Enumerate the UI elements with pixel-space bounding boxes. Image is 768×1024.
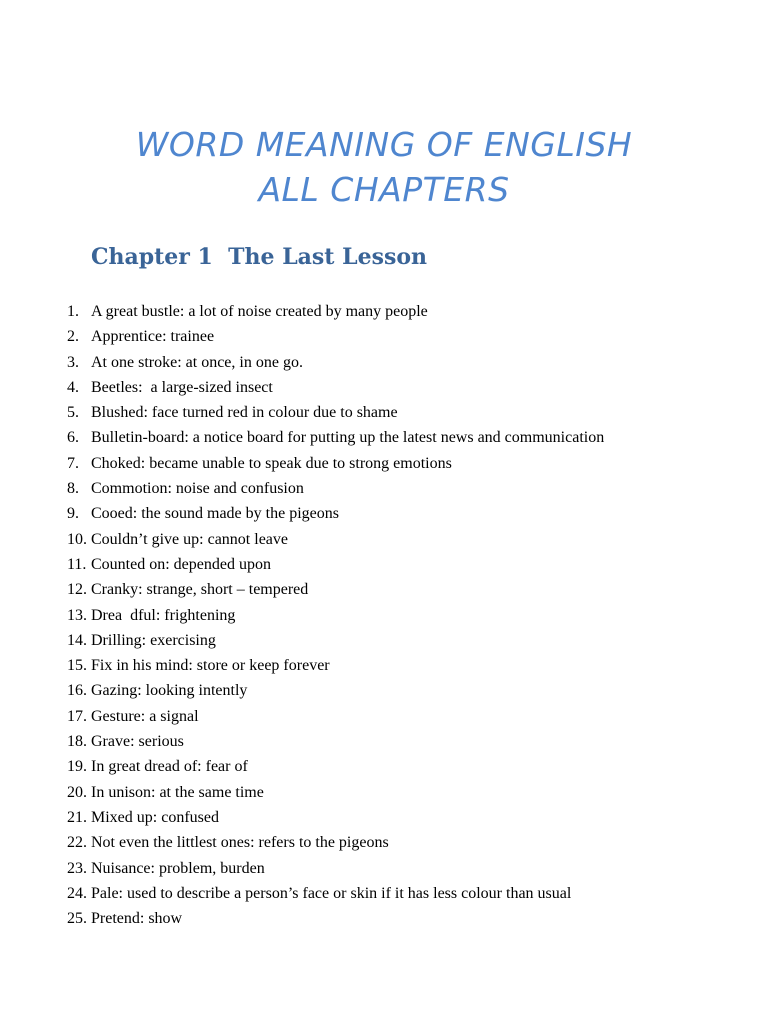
list-item-text: Mixed up: confused bbox=[91, 808, 219, 826]
list-item-number: 13. bbox=[67, 606, 87, 624]
list-item-text: Pretend: show bbox=[91, 910, 183, 928]
list-item-text: Apprentice: trainee bbox=[91, 328, 215, 346]
list-item-number: 11. bbox=[67, 555, 87, 573]
list-item-number: 17. bbox=[67, 707, 87, 725]
list-item-number: 12. bbox=[67, 581, 87, 599]
list-item-number: 21. bbox=[67, 808, 87, 826]
list-item-number: 19. bbox=[67, 758, 87, 776]
list-item-number: 16. bbox=[67, 682, 87, 700]
list-item-number: 14. bbox=[67, 631, 87, 649]
list-item-number: 5. bbox=[67, 404, 79, 422]
list-item-text: Blushed: face turned red in colour due to shame bbox=[91, 404, 398, 422]
list-item-number: 25. bbox=[67, 910, 87, 928]
list-item-number: 3. bbox=[67, 353, 79, 371]
list-item-text: Cooed: the sound made by the pigeons bbox=[91, 505, 339, 523]
list-item-text: In great dread of: fear of bbox=[91, 758, 248, 776]
list-item-number: 7. bbox=[67, 454, 79, 472]
list-item-number: 22. bbox=[67, 834, 87, 852]
list-item-text: Bulletin-board: a notice board for putting up the latest news and communication bbox=[91, 429, 605, 447]
document-title-line-1: WORD MEANING OF ENGLISH bbox=[135, 125, 633, 164]
document-title-line-2: ALL CHAPTERS bbox=[258, 170, 510, 209]
list-item-number: 6. bbox=[67, 429, 79, 447]
list-item-number: 20. bbox=[67, 783, 87, 801]
list-item-number: 1. bbox=[67, 303, 79, 320]
list-item-text: Grave: serious bbox=[91, 733, 184, 751]
list-item-text: Gesture: a signal bbox=[91, 707, 199, 725]
list-item-text: Beetles: a large-sized insect bbox=[91, 378, 273, 396]
list-item-number: 2. bbox=[67, 328, 79, 346]
list-item-number: 23. bbox=[67, 859, 87, 877]
list-item-text: Cranky: strange, short – tempered bbox=[91, 581, 309, 599]
list-item-text: A great bustle: a lot of noise created by many people bbox=[91, 303, 428, 320]
list-item-text: Commotion: noise and confusion bbox=[91, 480, 304, 498]
document-title bbox=[0, 122, 768, 212]
list-item-text: Nuisance: problem, burden bbox=[91, 859, 265, 877]
list-item-text: Gazing: looking intently bbox=[91, 682, 248, 700]
list-item-text: Drea dful: frightening bbox=[91, 606, 236, 624]
list-item-text: Fix in his mind: store or keep forever bbox=[91, 657, 330, 675]
list-item-text: In unison: at the same time bbox=[91, 783, 264, 801]
list-item-number: 8. bbox=[67, 480, 79, 498]
list-item-text: Counted on: depended upon bbox=[91, 555, 271, 573]
list-item-number: 15. bbox=[67, 657, 87, 675]
list-item-number: 9. bbox=[67, 505, 79, 523]
list-item-number: 10. bbox=[67, 530, 87, 548]
list-item-text: At one stroke: at once, in one go. bbox=[91, 353, 303, 371]
list-item-number: 18. bbox=[67, 733, 87, 751]
list-item-text: Drilling: exercising bbox=[91, 631, 216, 649]
list-item-text: Pale: used to describe a person’s face or skin if it has less colour than usual bbox=[91, 884, 572, 902]
list-item-text: Not even the littlest ones: refers to the pigeons bbox=[91, 834, 389, 852]
list-item-number: 4. bbox=[67, 378, 79, 396]
list-item-text: Choked: became unable to speak due to strong emotions bbox=[91, 454, 452, 472]
list-item-number: 24. bbox=[67, 884, 87, 902]
list-item-text: Couldn’t give up: cannot leave bbox=[91, 530, 288, 548]
chapter-heading: Chapter 1 The Last Lesson bbox=[91, 244, 428, 270]
